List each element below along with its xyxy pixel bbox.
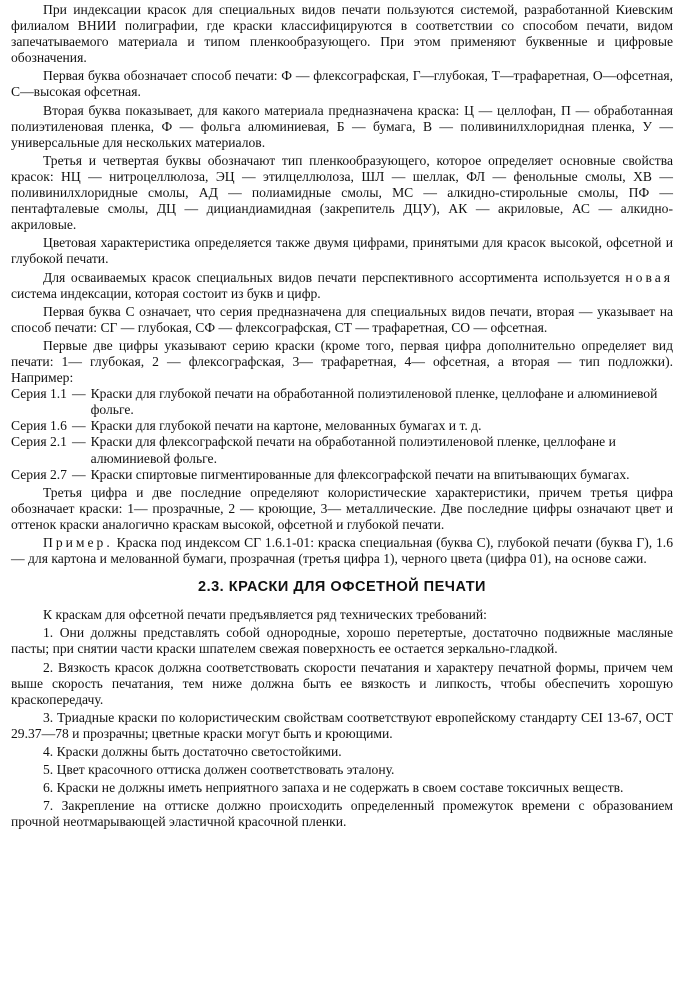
paragraph: Цветовая характеристика определяется также двумя цифрами, принятыми для красок высокой, офсетной и глубокой печати. xyxy=(11,235,673,267)
paragraph: Третья и четвертая буквы обозначают тип пленкообразующего, которое определяет основные свойства красок: НЦ — нитроцеллюлоза, ЭЦ — этилцеллюлоза, ШЛ — шеллак, ФЛ — фенольные смолы, ХВ — поливинилхлоридные смолы, АД — полиамидные смолы, МС — алкидно-стирольные смолы, ПФ — пентафталевые смолы, ДЦ — дициандиамидная (закрепитель ДЦУ), АК — акриловые, АС — алкидно-акриловые. xyxy=(11,152,673,233)
series-label: Серия 2.7 xyxy=(11,466,67,482)
paragraph xyxy=(11,270,673,302)
requirement-item: 1. Они должны представлять собой однородные, хорошо перетертые, достаточно подвижные масляные пасты; при снятии части краски шпателем свежая поверхность ее остается зеркально-гладкой. xyxy=(11,625,673,657)
requirement-item: 4. Краски должны быть достаточно светостойкими. xyxy=(43,744,342,760)
paragraph-text: Краска под индексом СГ 1.6.1-01: краска специальная (буква С), глубокой печати (буква Г), 1.6 — для картона и мелованной бумаги, прозрачная (третья цифра 1), черного цвета (цифра 01), на основе сажи. xyxy=(11,535,673,567)
series-item xyxy=(11,386,673,418)
paragraph: Первая буква обозначает способ печати: Ф — флексографская, Г—глубокая, Т—трафаретная, О—офсетная, С—высокая офсетная. xyxy=(11,68,673,100)
series-label: Серия 1.6 xyxy=(11,418,67,434)
series-label: Серия 2.1 xyxy=(11,434,67,450)
requirement-item: 3. Триадные краски по колористическим свойствам соответствуют европейскому стандарту CEI 13-67, ОСТ 29.37—78 и прозрачны; цветные краски могут быть и кроющими. xyxy=(11,709,673,741)
series-dash: — xyxy=(71,466,86,482)
spaced-word: новая xyxy=(625,269,673,285)
paragraph: Первые две цифры указывают серию краски (кроме того, первая цифра дополнительно определяет вид печати: 1— глубокая, 2 — флексографская, 3— трафаретная, 4— офсетная, а вторая — тип подложки). Например: xyxy=(11,337,673,386)
spaced-word: Пример. xyxy=(43,535,113,550)
paragraph xyxy=(11,535,673,567)
series-item xyxy=(11,467,673,483)
series-dash: — xyxy=(71,386,86,402)
series-label: Серия 1.1 xyxy=(11,386,67,402)
requirement-item: 6. Краски не должны иметь неприятного запаха и не содержать в своем составе токсичных веществ. xyxy=(43,780,624,796)
paragraph-text: Для осваиваемых красок специальных видов печати перспективного ассортимента используется xyxy=(43,269,626,285)
series-text: Краски для глубокой печати на картоне, мелованных бумагах и т. д. xyxy=(90,418,482,434)
section-heading: 2.3. КРАСКИ ДЛЯ ОФСЕТНОЙ ПЕЧАТИ xyxy=(198,579,486,596)
requirement-item: 2. Вязкость красок должна соответствовать скорости печатания и характеру печатной формы, причем чем выше скорость печатания, тем ниже должна быть ее вязкость и липкость, чтобы обеспечить хорошую краскопередачу. xyxy=(11,659,673,707)
paragraph: Первая буква С означает, что серия предназначена для специальных видов печати, вторая — указывает на способ печати: СГ — глубокая, СФ — флексографская, СТ — трафаретная, СО — офсетная. xyxy=(11,303,673,335)
series-text: Краски для глубокой печати на обработанной полиэтиленовой пленке, целлофане и алюминиевой фольге. xyxy=(90,386,658,418)
series-item xyxy=(11,434,673,466)
series-dash: — xyxy=(71,434,86,450)
paragraph-text: система индексации, которая состоит из букв и цифр. xyxy=(11,285,321,301)
paragraph: К краскам для офсетной печати предъявляется ряд технических требований: xyxy=(43,607,487,623)
series-dash: — xyxy=(71,418,86,434)
series-item xyxy=(11,418,673,434)
requirement-item: 5. Цвет красочного оттиска должен соответствовать эталону. xyxy=(43,762,395,778)
requirement-item: 7. Закрепление на оттиске должно происходить определенный промежуток времени с образованием прочной неотмарывающей эластичной красочной пленки. xyxy=(11,798,673,830)
paragraph: Третья цифра и две последние определяют колористические характеристики, причем третья цифра обозначает краски: 1— прозрачные, 2 — кроющие, 3— металлические. Две последние цифры означают цвет и оттенок краски аналогично краскам высокой, офсетной и глубокой печати. xyxy=(11,484,673,532)
paragraph: При индексации красок для специальных видов печати пользуются системой, разработанной Киевским филиалом ВНИИ полиграфии, где краски классифицируются в соответствии со способом печати, видом запечатываемого материала и типом пленкообразующего. При этом применяют буквенные и цифровые обозначения. xyxy=(11,2,673,66)
paragraph: Вторая буква показывает, для какого материала предназначена краска: Ц — целлофан, П — обработанная полиэтиленовая пленка, Ф — фольга алюминиевая, Б — бумага, В — поливинилхлоридная пленка, У — универсальные для нескольких материалов. xyxy=(11,102,673,150)
series-text: Краски для флексографской печати на обработанной полиэтиленовой пленке, целлофане и алюминиевой фольге. xyxy=(90,434,616,466)
series-text: Краски спиртовые пигментированные для флексографской печати на впитывающих бумагах. xyxy=(90,466,630,482)
